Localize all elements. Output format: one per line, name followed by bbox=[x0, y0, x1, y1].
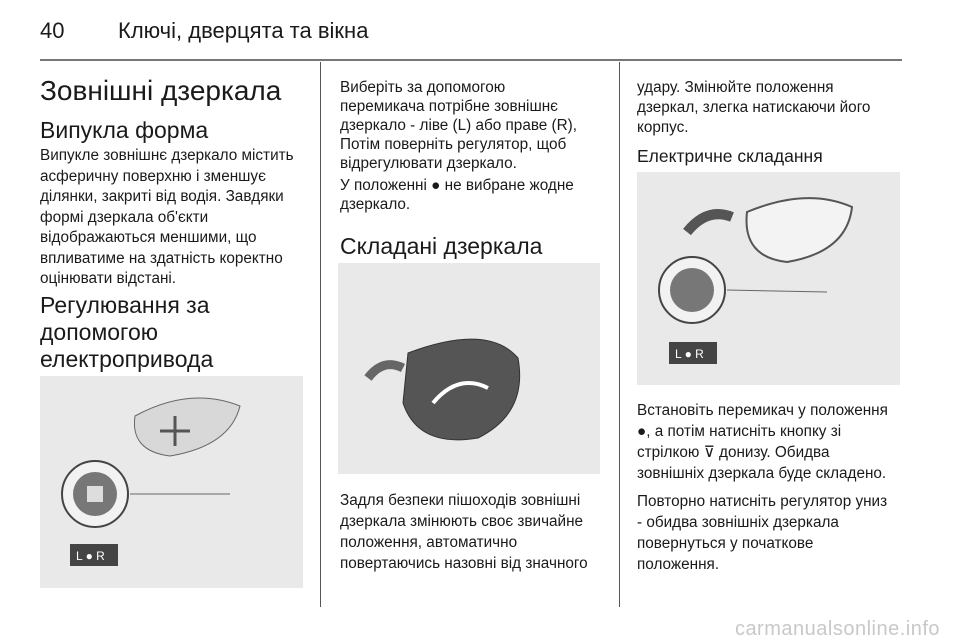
paragraph-folding: Задля безпеки пішоходів зовнішні дзеркала змінюють своє звичайне положення, автоматично повертаючись назовні від значного bbox=[340, 492, 588, 572]
page-number: 40 bbox=[40, 18, 65, 43]
folding-mirror-figure bbox=[338, 263, 600, 474]
section-title: Зовнішні дзеркала bbox=[40, 75, 282, 106]
paragraph-set-switch: Встановіть перемикач у положення ●, а потім натисніть кнопку зі стрілкою ⊽ донизу. Обидва зовнішніх дзеркала буде складено. bbox=[637, 402, 888, 482]
paragraph-press-again: Повторно натисніть регулятор униз - обидва зовнішніх дзеркала повернуться у початкове положення. bbox=[637, 493, 888, 573]
folding-mirror-illustration bbox=[338, 263, 600, 474]
subheading-convex: Випукла форма bbox=[40, 117, 209, 143]
paragraph-continued: удару. Змінюйте положення дзеркал, злегка натискаючи його корпус. bbox=[637, 79, 871, 136]
paragraph-neutral: У положенні ● не вибране жодне дзеркало. bbox=[340, 177, 574, 213]
header-title: Ключі, дверцята та вікна bbox=[118, 18, 369, 43]
paragraph-select: Виберіть за допомогою перемикача потрібне зовнішнє дзеркало - ліве (L) або праве (R), Потім поверніть регулятор, щоб відрегулювати дзеркало. bbox=[340, 79, 578, 172]
subheading-folding: Складані дзеркала bbox=[340, 233, 543, 259]
subheading-electric-folding: Електричне складання bbox=[637, 146, 823, 166]
subheading-electric: Регулювання за допомогою електропривода bbox=[40, 292, 214, 372]
watermark: carmanualsonline.info bbox=[734, 618, 940, 640]
electric-folding-illustration bbox=[637, 172, 900, 385]
column-divider bbox=[320, 62, 321, 607]
mirror-adjust-figure bbox=[40, 376, 303, 588]
svg-text:L ● R: L ● R bbox=[675, 347, 704, 361]
header-rule bbox=[40, 59, 902, 61]
column-divider bbox=[619, 62, 620, 607]
paragraph-convex: Випукле зовнішнє дзеркало містить асферичну поверхню і зменшує ділянки, закриті від водія. Завдяки формі дзеркала об'єкти відображаються меншими, що впливатиме на здатність коректно оцінювати відстані. bbox=[40, 147, 294, 287]
electric-folding-figure bbox=[637, 172, 900, 385]
svg-text:L ● R: L ● R bbox=[76, 549, 105, 563]
mirror-control-illustration bbox=[40, 376, 303, 588]
